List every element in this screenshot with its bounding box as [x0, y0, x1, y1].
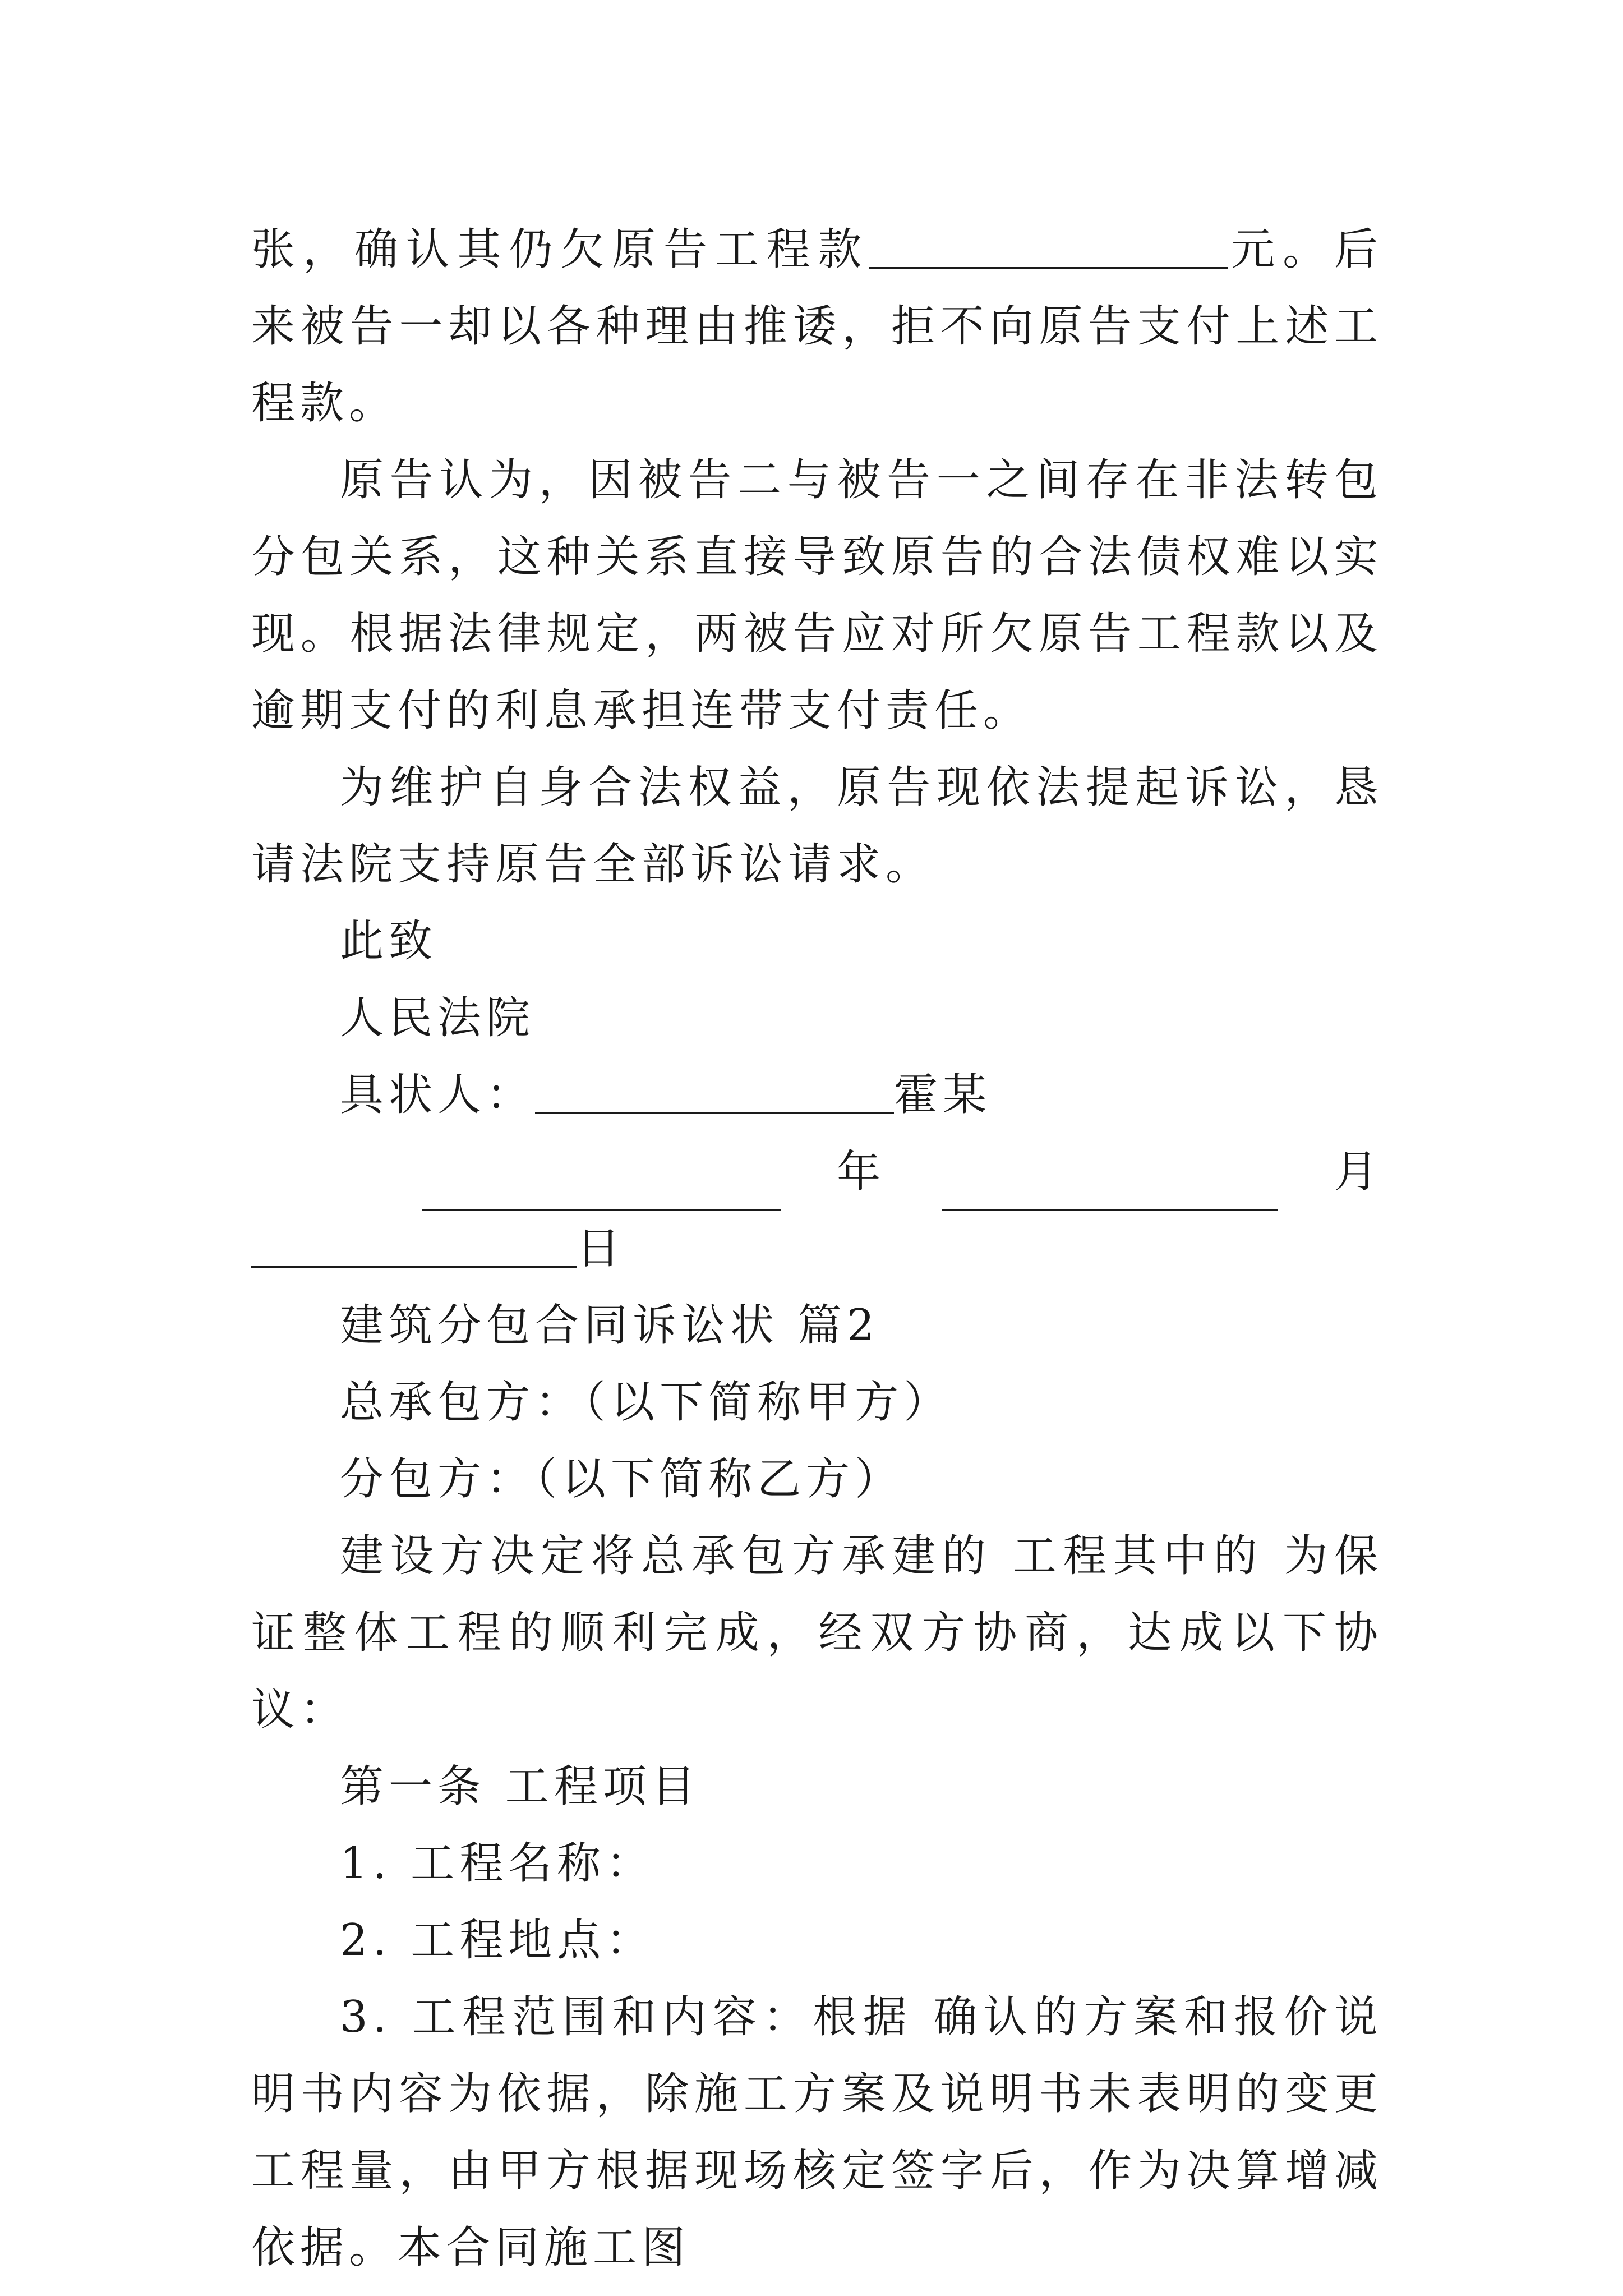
- text-segment: 张，确认其仍欠原告工程款: [251, 224, 870, 275]
- paragraph-intro: 建设方决定将总承包方承建的 工程其中的 为保证整体工程的顺利完成，经双方协商，达成以下协议：: [251, 1531, 1383, 1735]
- paragraph-debt-confirmation: [251, 211, 1383, 442]
- year-blank: [422, 1172, 781, 1211]
- party-b: 分包方：（以下简称乙方）: [340, 1454, 904, 1504]
- party-a: 总承包方：（以下简称甲方）: [340, 1377, 953, 1428]
- article-title: 第一条 工程项目: [340, 1761, 700, 1812]
- date-line: [251, 1134, 1383, 1211]
- text-segment: 元。后来被告一却以各种理由推诿，拒不向原告支付上述工程款。: [251, 224, 1383, 429]
- signer-blank: [535, 1075, 894, 1114]
- amount-blank: [869, 230, 1228, 269]
- item-project-name: 1. 工程名称：: [340, 1838, 655, 1889]
- section-heading: 建筑分包合同诉讼状 篇2: [340, 1300, 880, 1351]
- day-blank: [251, 1229, 577, 1268]
- signer-line: [251, 1057, 1383, 1134]
- paragraph-request: 为维护自身合法权益，原告现依法提起诉讼，恳请法院支持原告全部诉讼请求。: [251, 762, 1383, 890]
- month-blank: [942, 1172, 1278, 1211]
- document-body: [251, 211, 1383, 2286]
- salutation: 此致: [340, 916, 438, 967]
- day-label: 日: [577, 1223, 626, 1274]
- item-project-location: 2. 工程地点：: [340, 1915, 655, 1966]
- year-label: 年: [836, 1147, 886, 1197]
- court-name: 人民法院: [340, 993, 536, 1043]
- day-line: [251, 1211, 1383, 1287]
- signer-name: 霍某: [894, 1070, 992, 1120]
- item-project-scope: 3. 工程范围和内容：根据 确认的方案和报价说明书内容为依据，除施工方案及说明书未表明的变更工程量，由甲方根据现场核定签字后，作为决算增减依据。本合同施工图: [251, 1992, 1383, 2273]
- paragraph-plaintiff-view: 原告认为，因被告二与被告一之间存在非法转包分包关系，这种关系直接导致原告的合法债权难以实现。根据法律规定，两被告应对所欠原告工程款以及逾期支付的利息承担连带支付责任。: [251, 455, 1383, 736]
- month-label: 月: [1334, 1147, 1383, 1197]
- signer-label: 具状人：: [340, 1070, 536, 1120]
